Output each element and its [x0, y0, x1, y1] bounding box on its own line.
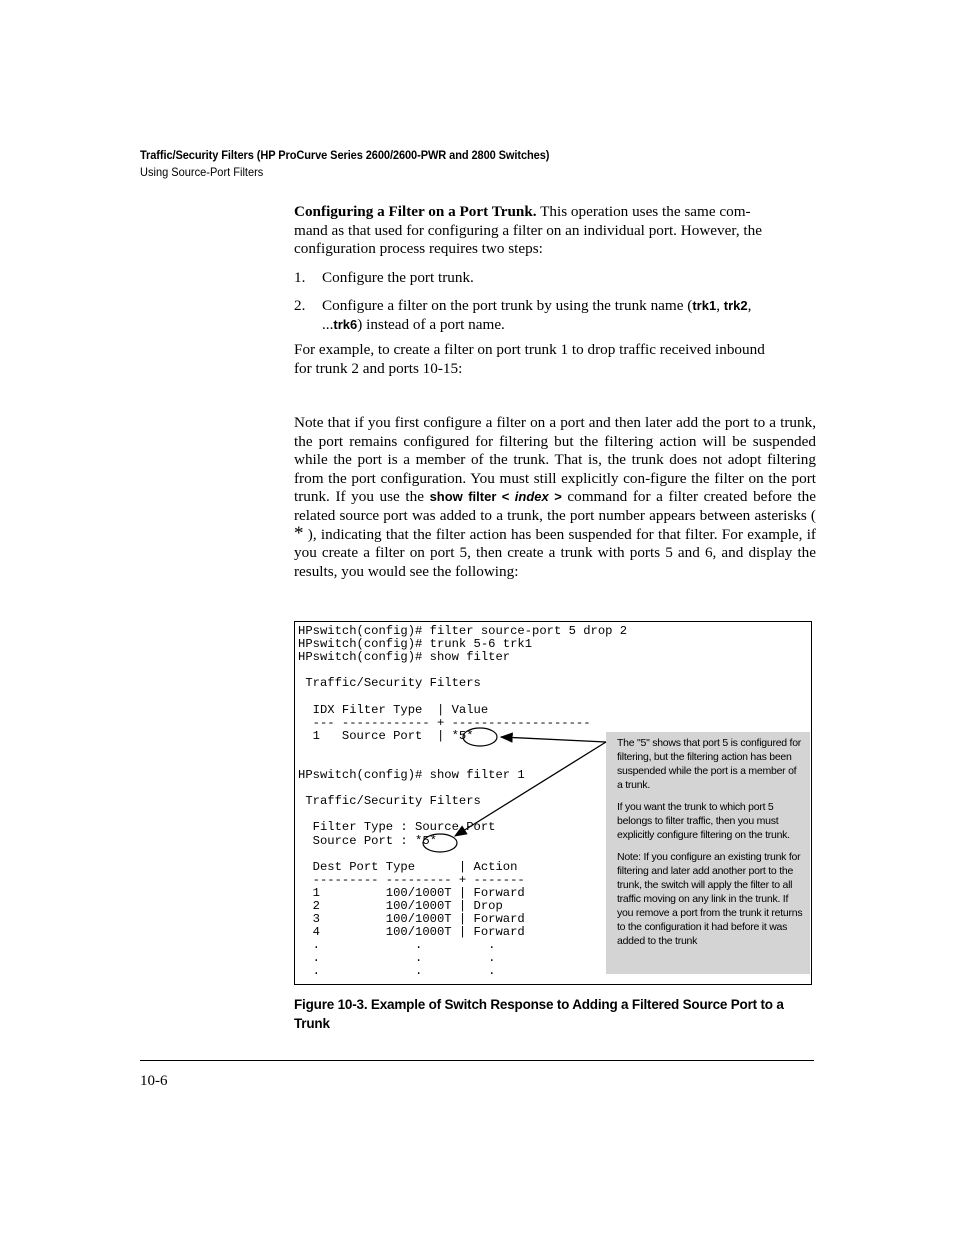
running-header-title: Traffic/Security Filters (HP ProCurve Series 2600/2600-PWR and 2800 Switches)	[140, 148, 550, 162]
step-2	[294, 297, 816, 335]
asterisk-symbol: *	[294, 522, 304, 544]
intro-paragraph	[294, 203, 816, 259]
figure-caption: Figure 10-3. Example of Switch Response to Adding a Filtered Source Port to a Trunk	[294, 997, 784, 1031]
intro-text-3: configuration process requires two steps:	[294, 240, 543, 258]
step-1-number: 1.	[294, 269, 306, 286]
trunk-name-trk2: trk2	[723, 298, 748, 313]
step-2-text	[322, 297, 816, 334]
highlight-ellipse-2	[423, 834, 457, 852]
callout-note-3: Note: If you configure an existing trunk for filtering and later add another port to the trunk, the switch will apply the filter to all traffic moving on any link in the trunk. If you remove a port from the trunk it returns to the configuration it had before it was added to the trunk	[617, 851, 803, 947]
step-1-text: Configure the port trunk.	[322, 269, 474, 286]
arrow-to-value	[501, 737, 606, 742]
callout-arrows	[295, 622, 811, 984]
step-2-text-post: ) instead of a port name.	[357, 315, 505, 333]
running-header-subtitle: Using Source-Port Filters	[140, 165, 264, 179]
note-text-2: command for a filter created before the related source port was added to a trunk, the port number appears between asterisks (	[294, 488, 817, 524]
intro-text-1: This operation uses the same com-	[536, 203, 751, 220]
step-2-sep-2: ,	[747, 297, 752, 314]
arrow-to-source-port	[455, 742, 606, 836]
command-show-filter: show filter <	[429, 489, 510, 505]
step-2-text-pre: Configure a filter on the port trunk by using the trunk name (	[322, 297, 693, 314]
figure-terminal-output	[294, 621, 812, 985]
cli-output: HPswitch(config)# filter source-port 5 drop 2 HPswitch(config)# trunk 5-6 trk1 HPswitch(config)# show filter Traffic/Security Filters IDX Filter Type | Value --- ------------ + ------------------- 1 Source Port | *5* HPswitch(config)# show filter 1 Traffic/Security Filters Filter Type : Source Port Source Port : *5* Dest Port Type | Action --------- --------- + ------- 1 100/1000T | Forward 2 100/1000T | Drop 3 100/1000T | Forward 4 100/1000T | Forward . . . . . . . . .	[298, 624, 628, 979]
callout-note-2: If you want the trunk to which port 5 belongs to filter traffic, then you must explicitly configure filtering on the trunk.	[617, 801, 790, 841]
example-line-1: For example, to create a filter on port trunk 1 to drop traffic received inbound	[294, 341, 765, 358]
trunk-name-trk6: trk6	[333, 316, 358, 332]
page-number: 10-6	[140, 1073, 168, 1089]
note-text-3: ), indicating that the filter action has been suspended for that filter. For example, if you create a filter on port 5, then create a trunk with ports 5 and 6, and display the results, you would see the following:	[294, 525, 816, 580]
intro-lead: Configuring a Filter on a Port Trunk.	[294, 203, 537, 220]
step-2-sep-1: ,	[716, 297, 724, 314]
example-paragraph	[294, 341, 816, 378]
callout-note-1: The "5" shows that port 5 is configured for filtering, but the filtering action has been suspended while the port is a member of a trunk.	[617, 737, 802, 791]
intro-text-2: mand as that used for configuring a filter on an individual port. However, the	[294, 221, 762, 239]
footer-rule	[140, 1060, 814, 1061]
trunk-name-trk1: trk1	[692, 298, 717, 313]
highlight-ellipse-1	[463, 728, 497, 746]
note-text-1: Note that if you first configure a filter on a port and then later add the port to a trunk, the port remains configured for filtering but the filtering action will be suspended while the port is a member of the trunk. That is, the trunk does not adopt filtering from the port configuration. You must still explicitly con-figure the filter on the port trunk. If you use the	[294, 414, 816, 506]
command-arg-index: index	[509, 489, 555, 505]
step-2-number: 2.	[294, 297, 306, 314]
note-paragraph	[294, 414, 816, 581]
step-1	[294, 269, 816, 288]
step-2-ellipsis: ...	[322, 315, 334, 333]
command-end: >	[554, 489, 562, 505]
example-line-2: for trunk 2 and ports 10-15:	[294, 359, 463, 377]
